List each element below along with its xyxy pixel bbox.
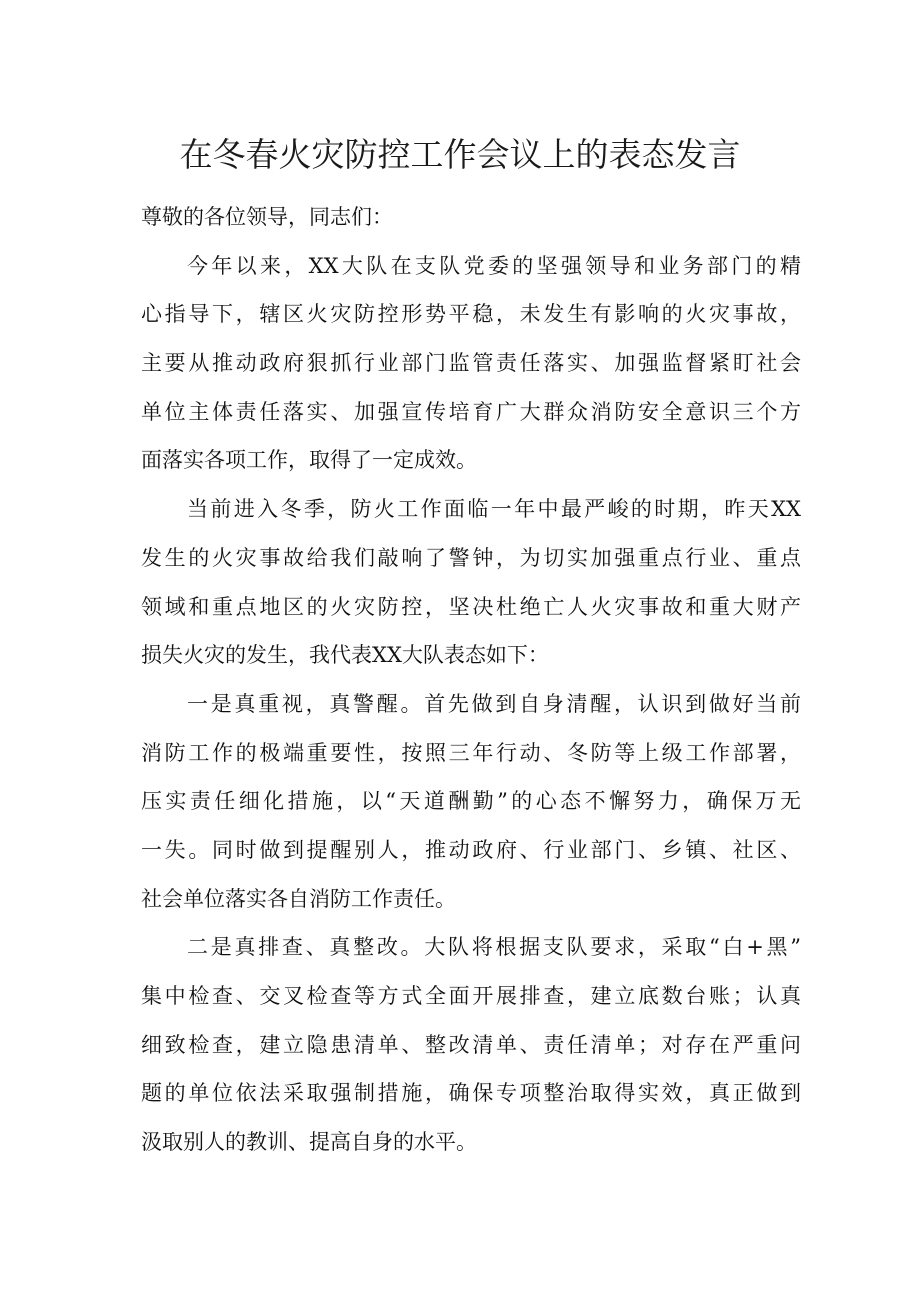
salutation: 尊敬的各位领导，同志们：: [141, 205, 393, 229]
paragraph-line: 当前进入冬季，防火工作面临一年中最严峻的时期，昨天XX: [187, 497, 801, 522]
paragraph-line: 二是真排查、真整改。大队将根据支队要求，采取“白+黑”: [187, 935, 801, 960]
paragraph-line: 汲取别人的教训、提高自身的水平。: [141, 1130, 477, 1155]
paragraph-line: 一失。同时做到提醒别人，推动政府、行业部门、乡镇、社区、: [141, 837, 801, 862]
paragraph-line: 压实责任细化措施，以“天道酬勤”的心态不懈努力，确保万无: [141, 789, 801, 814]
paragraph-line: 社会单位落实各自消防工作责任。: [141, 886, 456, 911]
paragraph-line: 损失火灾的发生，我代表XX大队表态如下：: [141, 643, 549, 668]
paragraph-line: 消防工作的极端重要性，按照三年行动、冬防等上级工作部署，: [141, 740, 801, 765]
paragraph-line: 主要从推动政府狠抓行业部门监管责任落实、加强监督紧盯社会: [141, 351, 801, 376]
paragraph-line: 面落实各项工作，取得了一定成效。: [141, 448, 477, 473]
paragraph-line: 题的单位依法采取强制措施，确保专项整治取得实效，真正做到: [141, 1081, 801, 1106]
paragraph-line: 一是真重视，真警醒。首先做到自身清醒，认识到做好当前: [187, 691, 801, 716]
paragraph-line: 细致检查，建立隐患清单、整改清单、责任清单；对存在严重问: [141, 1032, 801, 1057]
paragraph-4: [141, 923, 801, 1166]
paragraph-3: [141, 680, 801, 923]
document-title: 在冬春火灾防控工作会议上的表态发言: [179, 135, 741, 174]
paragraph-2: [141, 485, 801, 680]
document-body: [141, 193, 801, 1167]
paragraph-line: 今年以来，XX大队在支队党委的坚强领导和业务部门的精: [187, 253, 801, 278]
paragraph-line: 单位主体责任落实、加强宣传培育广大群众消防安全意识三个方: [141, 399, 801, 424]
paragraph-line: 心指导下，辖区火灾防控形势平稳，未发生有影响的火灾事故，: [141, 302, 801, 327]
paragraph-line: 领域和重点地区的火灾防控，坚决杜绝亡人火灾事故和重大财产: [141, 594, 801, 619]
paragraph-1: [141, 242, 801, 485]
paragraph-line: 发生的火灾事故给我们敲响了警钟，为切实加强重点行业、重点: [141, 545, 801, 570]
paragraph-line: 集中检查、交叉检查等方式全面开展排查，建立底数台账；认真: [141, 984, 801, 1008]
